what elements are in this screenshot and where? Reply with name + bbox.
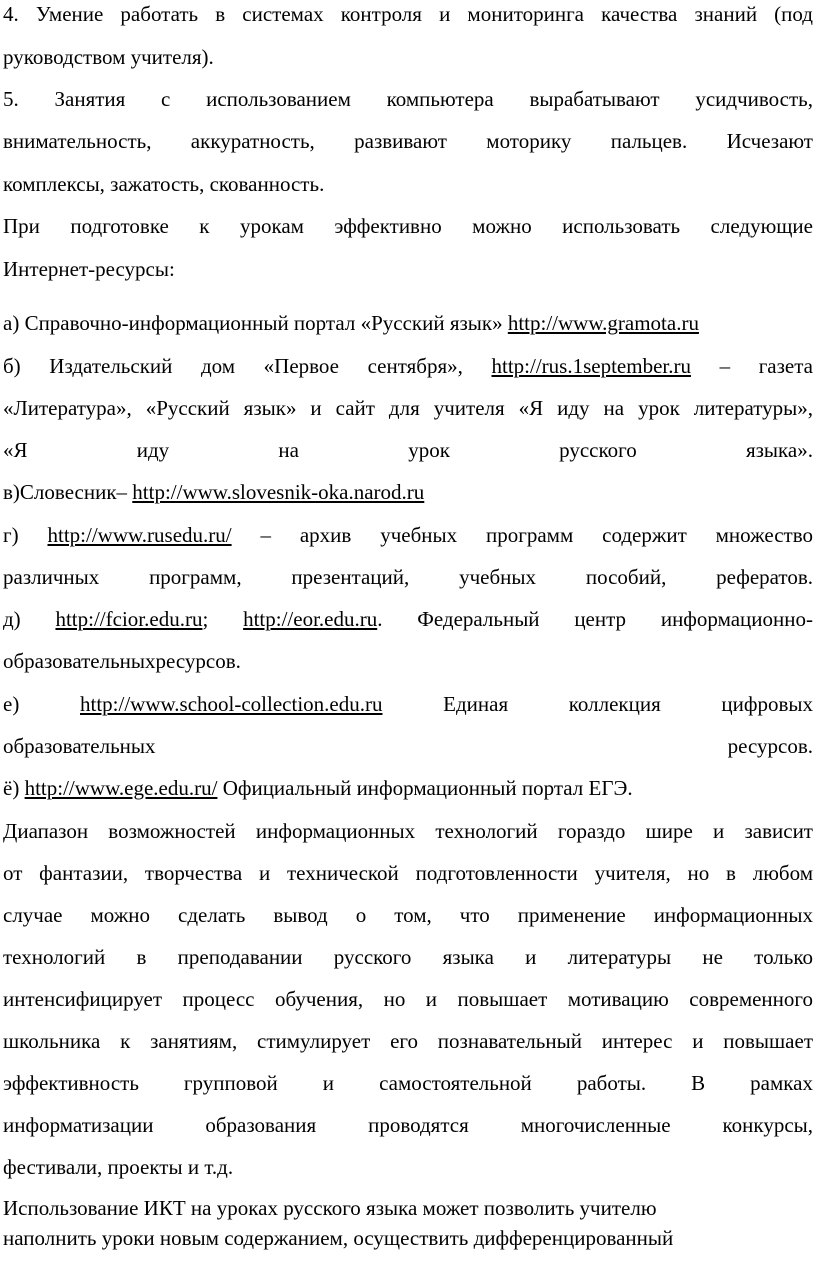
school-collection-link[interactable]: http://www.school-collection.edu.ru — [79, 692, 383, 716]
resource-item-b — [3, 352, 813, 380]
text-line: «Я иду на урок русского языка». — [3, 438, 813, 462]
ege-link[interactable]: http://www.ege.edu.ru/ — [24, 776, 218, 800]
separator: ; — [202, 607, 209, 631]
resource-item-g — [3, 521, 813, 549]
resource-label: е) — [3, 692, 20, 716]
text-line: технологий в преподавании русского языка и литературы не только — [3, 945, 813, 969]
text-line: школьника к занятиям, стимулирует его познавательный интерес и повышает — [3, 1029, 813, 1053]
resource-label: д) — [3, 607, 21, 631]
resource-label: в)Словесник– — [3, 480, 128, 504]
text-line: «Литература», «Русский язык» и сайт для учителя «Я иду на урок литературы», — [3, 396, 813, 420]
text-line: внимательность, аккуратность, развивают моторику пальцев. Исчезают — [3, 129, 813, 153]
resource-text: Официальный информационный портал ЕГЭ. — [222, 776, 633, 800]
text-line: Интернет-ресурсы: — [3, 257, 175, 281]
resource-item-e — [3, 690, 813, 718]
resource-label: ё) — [3, 776, 20, 800]
text-line: эффективность групповой и самостоятельной работы. В рамках — [3, 1071, 813, 1095]
eor-link[interactable]: http://eor.edu.ru — [243, 607, 378, 631]
text-line: образовательных ресурсов. — [3, 734, 813, 758]
text-line: Использование ИКТ на уроках русского языка может позволить учителю — [3, 1196, 657, 1220]
text-line: фестивали, проекты и т.д. — [3, 1155, 234, 1179]
text-line: 4. Умение работать в системах контроля и мониторинга качества знаний (под — [3, 2, 813, 26]
resource-text: – архив учебных программ содержит множество — [260, 523, 813, 547]
text-line: информатизации образования проводятся многочисленные конкурсы, — [3, 1113, 813, 1137]
resource-item-d — [3, 605, 813, 633]
text-line: 5. Занятия с использованием компьютера вырабатывают усидчивость, — [3, 87, 813, 111]
resource-item-yo — [3, 774, 813, 802]
gramota-link[interactable]: http://www.gramota.ru — [507, 311, 699, 335]
resource-label: г) — [3, 523, 19, 547]
text-line: от фантазии, творчества и технической подготовленности учителя, но в любом — [3, 861, 813, 885]
resource-label: б) Издательский дом «Первое сентября», — [3, 354, 463, 378]
rusedu-link[interactable]: http://www.rusedu.ru/ — [47, 523, 232, 547]
resource-text: . Федеральный центр информационно- — [377, 607, 813, 631]
text-line: различных программ, презентаций, учебных пособий, рефератов. — [3, 565, 813, 589]
resource-label: а) Справочно-информационный портал «Русский язык» — [3, 311, 503, 335]
resource-item-v — [3, 478, 813, 506]
resource-text: Единая коллекция цифровых — [443, 692, 813, 716]
slovesnik-link[interactable]: http://www.slovesnik-oka.narod.ru — [132, 480, 425, 504]
text-line: При подготовке к урокам эффективно можно использовать следующие — [3, 214, 813, 238]
text-line: Диапазон возможностей информационных технологий гораздо шире и зависит — [3, 819, 813, 843]
text-line: наполнить уроки новым содержанием, осуществить дифференцированный — [3, 1226, 674, 1250]
resource-text: – газета — [719, 354, 813, 378]
text-line: комплексы, зажатость, скованность. — [3, 172, 325, 196]
text-line: образовательныхресурсов. — [3, 649, 241, 673]
text-line: интенсифицирует процесс обучения, но и повышает мотивацию современного — [3, 987, 813, 1011]
text-line: случае можно сделать вывод о том, что применение информационных — [3, 903, 813, 927]
text-line: руководством учителя). — [3, 45, 214, 69]
resource-item-a — [3, 309, 813, 337]
rus-1september-link[interactable]: http://rus.1september.ru — [491, 354, 691, 378]
fcior-link[interactable]: http://fcior.edu.ru — [55, 607, 203, 631]
